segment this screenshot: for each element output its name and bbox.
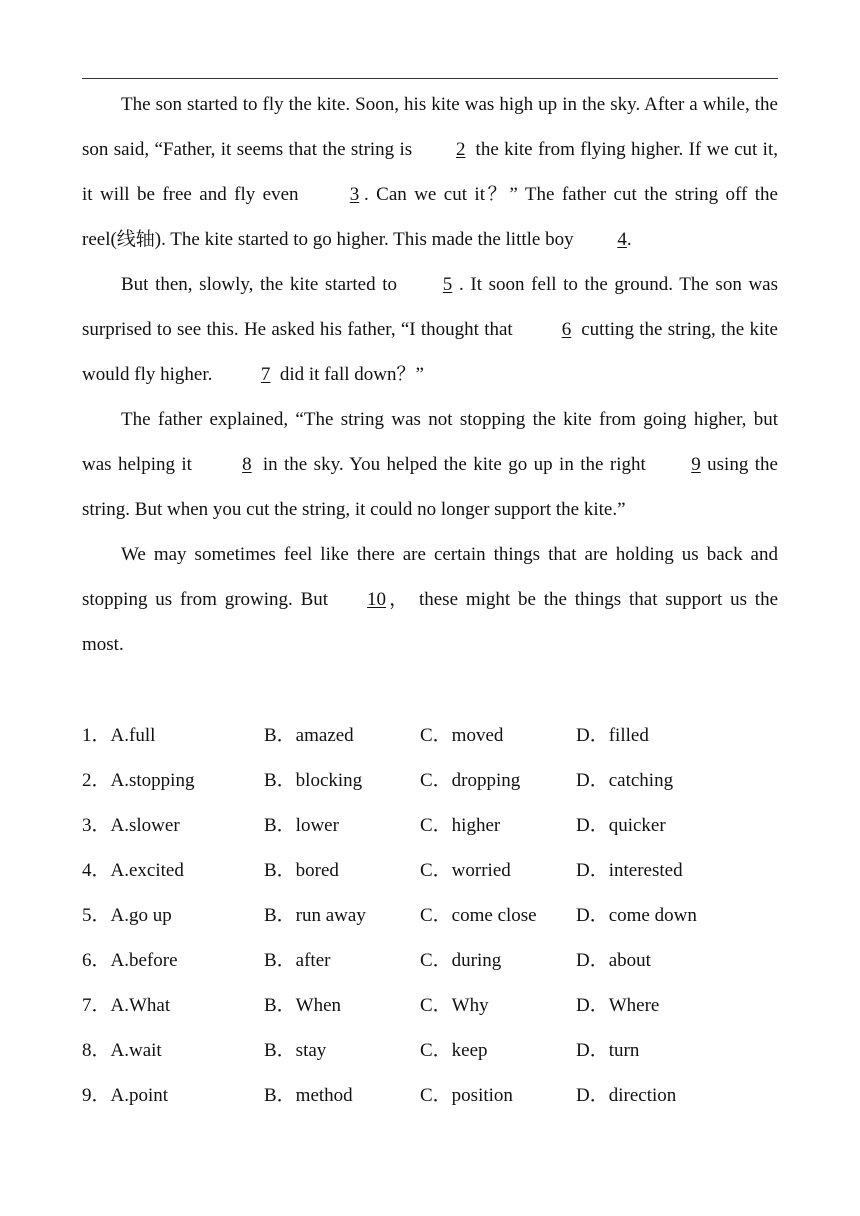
question-number: 6． <box>82 950 111 971</box>
option-a <box>82 803 180 848</box>
option-b <box>264 803 339 848</box>
option-b <box>264 938 330 983</box>
option-text: A.wait <box>110 1040 162 1061</box>
option-d <box>576 848 683 893</box>
question-number: 1． <box>82 725 111 746</box>
option-text: C．dropping <box>420 770 521 791</box>
question-number: 8． <box>82 1040 111 1061</box>
blank-8: 8 <box>242 454 252 475</box>
option-text: B．amazed <box>264 725 354 746</box>
passage-text: But then, slowly, the kite started to <box>121 274 398 295</box>
option-c <box>420 983 489 1028</box>
option-text: B．method <box>264 1085 353 1106</box>
question-row-6 <box>82 938 778 983</box>
question-row-5 <box>82 893 778 938</box>
passage-text: cutting the string, the kite would fly higher. <box>82 319 778 385</box>
option-text: B．stay <box>264 1040 327 1061</box>
passage-text: . <box>626 229 632 250</box>
option-text: A.stopping <box>110 770 195 791</box>
option-a <box>82 893 172 938</box>
option-a <box>82 713 155 758</box>
passage-text: in the sky. You helped the kite go up in the right <box>256 454 653 475</box>
question-row-7 <box>82 983 778 1028</box>
option-text: C．Why <box>420 995 489 1016</box>
option-text: A.What <box>110 995 171 1016</box>
option-text: D．catching <box>576 770 674 791</box>
option-text: D．about <box>576 950 651 971</box>
option-a <box>82 983 170 1028</box>
option-a <box>82 1028 162 1073</box>
passage-text: . Can we cut it？” The father cut the string off the reel(线轴). The kite started to go higher. This made the little boy <box>82 184 778 250</box>
cloze-passage <box>82 82 778 667</box>
blank-3: 3 <box>349 184 360 205</box>
blank-4: 4 <box>617 229 627 250</box>
option-text: D．come down <box>576 905 697 926</box>
option-text: B．blocking <box>264 770 363 791</box>
question-number: 2． <box>82 770 111 791</box>
option-b <box>264 758 362 803</box>
question-number: 9． <box>82 1085 111 1106</box>
header-divider <box>82 78 778 79</box>
option-text: B．bored <box>264 860 339 881</box>
option-b <box>264 713 354 758</box>
option-c <box>420 1073 513 1118</box>
option-a <box>82 848 184 893</box>
option-text: D．interested <box>576 860 683 881</box>
option-b <box>264 1073 353 1118</box>
option-d <box>576 713 649 758</box>
option-text: C．position <box>420 1085 513 1106</box>
passage-text: The son started to fly the kite. Soon, his kite was high up in the sky. After a while, the son said, “Father, it seems that the string is <box>82 94 778 160</box>
option-c <box>420 758 520 803</box>
question-number: 5． <box>82 905 111 926</box>
paragraph-3 <box>82 397 778 532</box>
option-text: B．When <box>264 995 342 1016</box>
option-text: B．after <box>264 950 331 971</box>
option-d <box>576 893 697 938</box>
option-d <box>576 803 666 848</box>
answer-options <box>82 713 778 1118</box>
question-row-4 <box>82 848 778 893</box>
blank-9: 9 <box>691 454 701 475</box>
passage-text: . It soon fell to the ground. The son was surprised to see this. He asked his father, “I thought that <box>82 274 778 340</box>
question-row-1 <box>82 713 778 758</box>
option-text: C．keep <box>420 1040 488 1061</box>
option-c <box>420 938 501 983</box>
passage-text: The father explained, “The string was not stopping the kite from going higher, but was helping it <box>82 409 778 475</box>
passage-text: the kite from flying higher. If we cut it, it will be free and fly even <box>82 139 778 205</box>
option-a <box>82 758 194 803</box>
option-text: D．filled <box>576 725 649 746</box>
option-c <box>420 1028 488 1073</box>
passage-text: We may sometimes feel like there are certain things that are holding us back and stopping us from growing. But <box>82 544 778 610</box>
blank-6: 6 <box>561 319 572 340</box>
question-number: 4． <box>82 860 111 881</box>
paragraph-1 <box>82 82 778 262</box>
option-text: D．quicker <box>576 815 666 836</box>
blank-2: 2 <box>455 139 466 160</box>
option-b <box>264 848 339 893</box>
option-text: B．run away <box>264 905 366 926</box>
question-row-2 <box>82 758 778 803</box>
option-text: D．turn <box>576 1040 640 1061</box>
blank-5: 5 <box>442 274 453 295</box>
option-d <box>576 758 673 803</box>
question-row-8 <box>82 1028 778 1073</box>
option-text: A.full <box>110 725 156 746</box>
option-a <box>82 938 178 983</box>
option-c <box>420 848 511 893</box>
option-text: C．worried <box>420 860 511 881</box>
option-text: C．during <box>420 950 502 971</box>
option-d <box>576 1028 639 1073</box>
blank-7: 7 <box>260 364 271 385</box>
option-text: A.go up <box>110 905 172 926</box>
option-text: A.before <box>110 950 178 971</box>
blank-10: 10 <box>367 589 387 610</box>
question-number: 3． <box>82 815 111 836</box>
option-c <box>420 893 537 938</box>
option-b <box>264 983 341 1028</box>
option-c <box>420 803 500 848</box>
paragraph-2 <box>82 262 778 397</box>
question-number: 7． <box>82 995 111 1016</box>
option-d <box>576 938 651 983</box>
option-text: B．lower <box>264 815 339 836</box>
option-text: D．Where <box>576 995 660 1016</box>
option-a <box>82 1073 168 1118</box>
paragraph-4 <box>82 532 778 667</box>
passage-text: did it fall down？” <box>275 364 424 385</box>
option-c <box>420 713 503 758</box>
option-text: D．direction <box>576 1085 677 1106</box>
option-text: C．come close <box>420 905 537 926</box>
option-text: A.slower <box>110 815 180 836</box>
question-row-9 <box>82 1073 778 1118</box>
option-text: A.excited <box>110 860 184 881</box>
option-d <box>576 983 659 1028</box>
option-text: C．moved <box>420 725 504 746</box>
option-d <box>576 1073 676 1118</box>
question-row-3 <box>82 803 778 848</box>
option-text: C．higher <box>420 815 501 836</box>
passage-text: ， these might be the things that support us the most. <box>82 589 778 655</box>
passage-text: using the string. But when you cut the string, it could no longer support the kite.” <box>82 454 778 520</box>
option-b <box>264 893 366 938</box>
option-b <box>264 1028 326 1073</box>
option-text: A.point <box>110 1085 169 1106</box>
